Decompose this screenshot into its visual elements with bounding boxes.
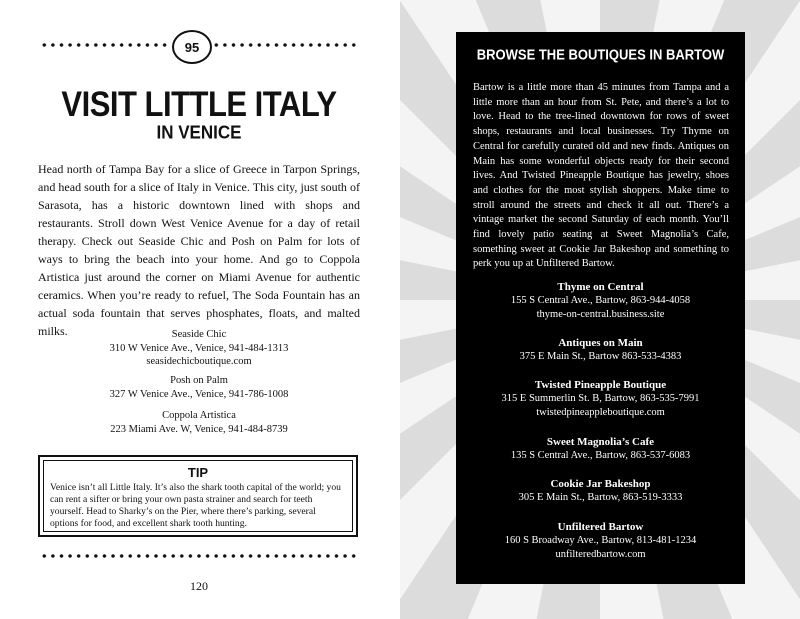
shop-name: Antiques on Main xyxy=(558,337,643,349)
page-number: 120 xyxy=(190,579,208,593)
venue-name: Seaside Chic xyxy=(171,329,227,340)
right-page xyxy=(400,0,800,619)
tip-inner-frame xyxy=(43,460,353,532)
panel-body: Bartow is a little more than 45 minutes from Tampa and a little more than an hour from St. Pete, and there’s a lot to love. Head to the tree-lined downtown for rows of sweet shops, restaurants and local businesses. Try Thyme on Central for carefully curated old and new finds. Antiques on Main has some wonderful objects ready for their second lives. And Twisted Pineapple Boutique has jewelry, shoes and clothes for the most stylish shoppers. Make time to stroll around the streets and check it all out. There’s a vintage market the second Saturday of each month. You’ll find lovely patio seating at Sweet Magnolia’s Cafe, something sweet at Cookie Jar Bakeshop and something to perk you up at Unfiltered Bartow. xyxy=(473,82,729,270)
venue-address: 223 Miami Ave. W, Venice, 941-484-8739 xyxy=(110,423,288,435)
shop-name: Twisted Pineapple Boutique xyxy=(534,379,667,391)
tip-text: Venice isn’t all Little Italy. It’s also the shark tooth capital of the world; you can rent a sifter or bring your own pasta strainer and search for teeth yourself. Head to Sharky’s on the Pier, where there’s parking, several options for food, and excellent shark tooth hunting. xyxy=(50,482,341,529)
venue-coppola-artistica xyxy=(40,409,358,436)
dotted-rule-left xyxy=(40,41,168,49)
shop-thyme-on-central xyxy=(456,280,745,322)
shop-address: 375 E Main St., Bartow 863-533-4383 xyxy=(519,351,682,362)
tip-box xyxy=(38,455,358,537)
panel-heading: BROWSE THE BOUTIQUES IN BARTOW xyxy=(476,46,725,63)
shop-sweet-magnolias xyxy=(456,435,745,463)
shop-address: 315 E Summerlin St. B, Bartow, 863-535-7991 xyxy=(501,393,700,404)
shop-name: Cookie Jar Bakeshop xyxy=(550,478,651,490)
shop-website: thyme-on-central.business.site xyxy=(536,309,665,320)
body-paragraph: Head north of Tampa Bay for a slice of Greece in Tarpon Springs, and head south for a slice of Italy in Venice. This city, just south of Sarasota, has a historic downtown lined with shops and restaurants. Stroll down West Venice Avenue for a day of retail therapy. Check out Seaside Chic and Posh on Palm for lots of ways to bring the beach into your home. And go to Coppola Artistica just around the corner on Miami Avenue for authentic ceramics. When you’re ready to refuel, The Soda Fountain has an actual soda fountain that serves phosphates, floats, and malted milks. xyxy=(38,162,360,338)
venue-address: 310 W Venice Ave., Venice, 941-484-1313 xyxy=(109,342,289,354)
venue-name: Posh on Palm xyxy=(170,375,228,386)
shop-address: 155 S Central Ave., Bartow, 863-944-4058 xyxy=(510,295,691,306)
shop-name: Sweet Magnolia’s Cafe xyxy=(546,436,655,448)
shop-cookie-jar xyxy=(456,477,745,505)
shop-address: 160 S Broadway Ave., Bartow, 813-481-1234 xyxy=(504,535,697,546)
venue-address: 327 W Venice Ave., Venice, 941-786-1008 xyxy=(109,388,289,400)
shop-address: 135 S Central Ave., Bartow, 863-537-6083 xyxy=(510,450,691,461)
shop-unfiltered-bartow xyxy=(456,520,745,562)
shop-antiques-on-main xyxy=(456,336,745,364)
shop-address: 305 E Main St., Bartow, 863-519-3333 xyxy=(518,492,683,503)
page-title: VISIT LITTLE ITALY xyxy=(61,83,337,124)
shop-name: Unfiltered Bartow xyxy=(557,521,644,533)
sidebar-panel xyxy=(456,32,745,584)
venue-posh-on-palm xyxy=(40,374,358,401)
shop-website: twistedpineappleboutique.com xyxy=(536,407,665,418)
page-badge: 95 xyxy=(172,30,212,64)
dotted-rule-right xyxy=(212,41,358,49)
dotted-rule-bottom xyxy=(40,552,358,560)
shop-name: Thyme on Central xyxy=(557,281,644,293)
venue-name: Coppola Artistica xyxy=(162,410,236,421)
page-subtitle: IN VENICE xyxy=(156,121,242,143)
shop-twisted-pineapple xyxy=(456,378,745,420)
venue-seaside-chic xyxy=(40,328,358,369)
venue-website: seasidechicboutique.com xyxy=(146,356,252,367)
tip-heading: TIP xyxy=(187,465,209,480)
shop-website: unfilteredbartow.com xyxy=(555,549,646,560)
